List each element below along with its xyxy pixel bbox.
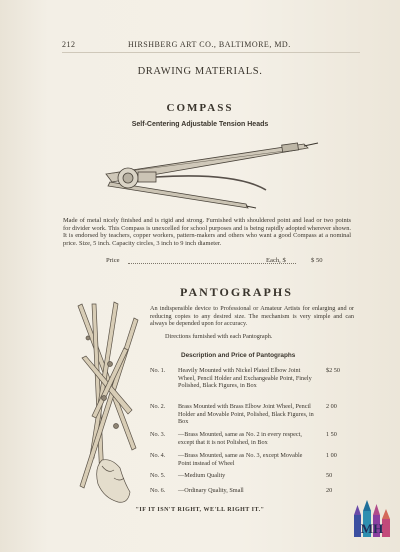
item-number: No. 5. [150, 472, 166, 479]
compass-subheading: Self-Centering Adjustable Tension Heads [131, 121, 269, 128]
item-price: 20 [326, 487, 333, 494]
compass-heading: COMPASS [166, 102, 234, 114]
item-number: No. 1. [150, 367, 166, 374]
running-title: HIRSHBERG ART CO., BALTIMORE, MD. [128, 40, 291, 49]
compass-illustration [96, 132, 320, 212]
item-number: No. 6. [150, 487, 166, 494]
item-number: No. 2. [150, 403, 166, 410]
pantographs-heading: PANTOGRAPHS [180, 285, 293, 299]
item-number: No. 3. [150, 431, 166, 438]
page-number: 212 [62, 40, 76, 49]
header-rule [62, 52, 360, 53]
svg-text:MH: MH [360, 521, 384, 536]
item-description: —Brass Mounted, same as No. 3, except Movable Point instead of Wheel [178, 452, 303, 467]
compass-price-value: $ 50 [311, 257, 323, 264]
item-price: 1 50 [326, 431, 337, 438]
item-price: 2 00 [326, 403, 337, 410]
pantographs-description: An indispensible device to Professional or Amateur Artists for enlarging and or reducing copies to any desired size. The mechanism is very simple and can always be depended upon for accuracy. [150, 305, 354, 328]
item-description: Brass Mounted with Brass Elbow Joint Wheel, Pencil Holder and Movable Point, Polished, Black Figures, in Box [178, 403, 314, 425]
item-price: 50 [326, 472, 333, 479]
pantographs-note: Directions furnished with each Pantograph. [165, 333, 273, 340]
item-number: No. 4. [150, 452, 166, 459]
compass-price-label: Price [106, 257, 120, 264]
item-description: —Ordinary Quality, Small [178, 487, 244, 494]
item-price: 1 00 [326, 452, 337, 459]
item-description: —Brass Mounted, same as No. 2 in every respect, except that it is not Polished, in Box [178, 431, 302, 446]
item-description: —Medium Quality [178, 472, 226, 479]
library-logo-icon [350, 497, 394, 541]
pantograph-illustration [74, 298, 150, 508]
item-description: Heavily Mounted with Nickel Plated Elbow Joint Wheel, Pencil Holder and Exchangeable Point, Finely Polished, Black Figures, in Box [178, 367, 312, 389]
item-price: $2 50 [326, 367, 340, 374]
compass-price-each: Each, $ [266, 257, 286, 264]
section-title: DRAWING MATERIALS. [137, 66, 263, 77]
table-heading: Description and Price of Pantographs [181, 352, 296, 359]
compass-description: Made of metal nicely finished and is rigid and strong. Furnished with shouldered point and lead or two points for divider work. This Compass is unexcelled for school purposes and is being rapidly adopted wherever shown. It is endorsed by teachers, copper workers, pattern-makers and others who want a good Compass at a nominal price. Size, 5 inch. Capacity circles, 3 inch to 9 inch diameter. [63, 217, 351, 247]
footer-slogan: "IF IT ISN'T RIGHT, WE'LL RIGHT IT." [135, 507, 265, 513]
